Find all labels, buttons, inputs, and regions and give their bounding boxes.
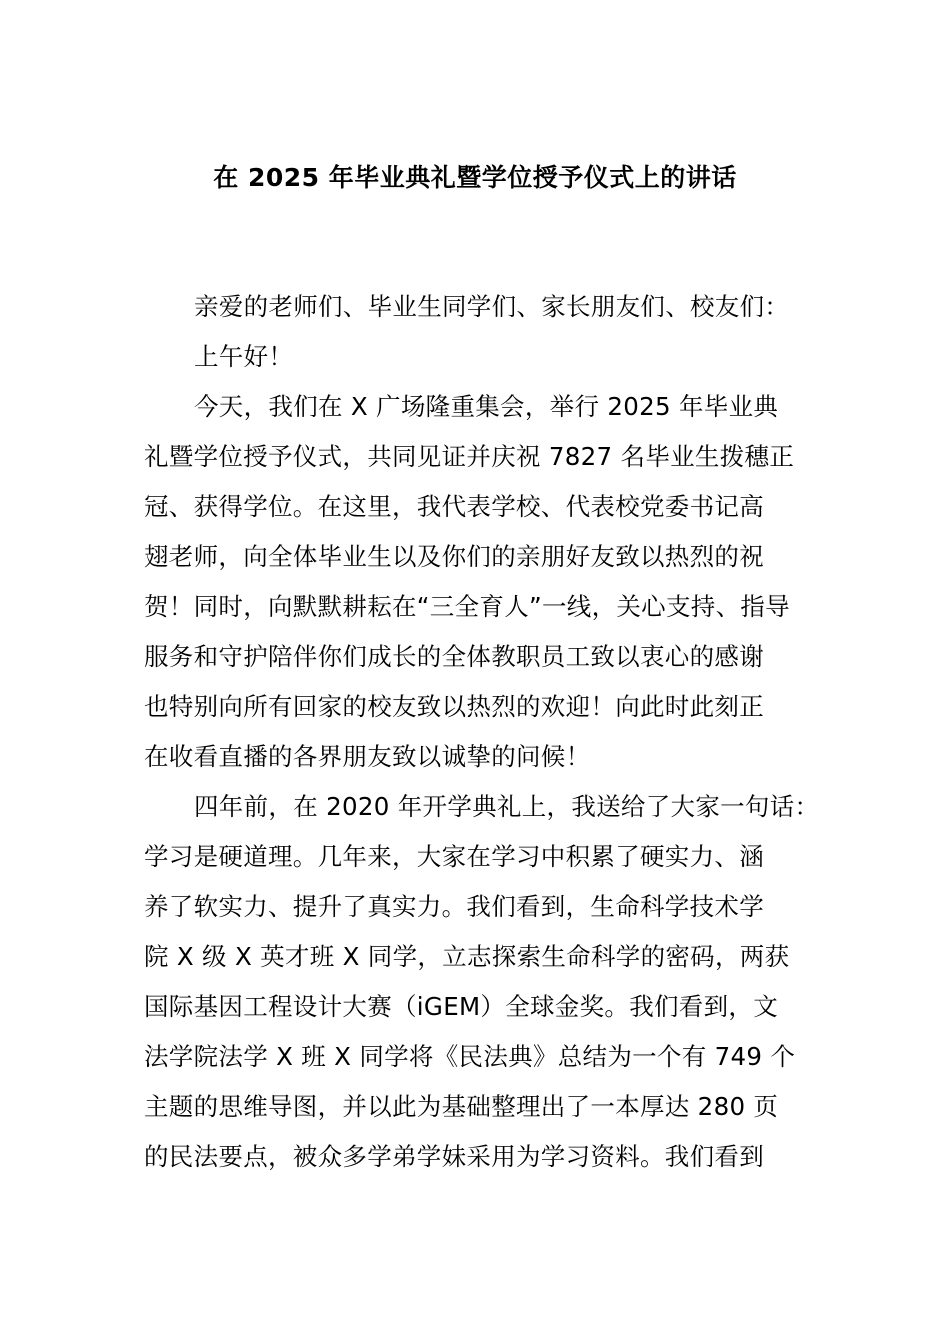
paragraph-line: 亲爱的老师们、毕业生同学们、家长朋友们、校友们：: [194, 292, 790, 321]
paragraph-line: 今天，我们在 X 广场隆重集会，举行 2025 年毕业典: [194, 392, 779, 421]
paragraph-line: 翅老师，向全体毕业生以及你们的亲朋好友致以热烈的祝: [144, 542, 764, 571]
paragraph-line: 法学院法学 X 班 X 同学将《民法典》总结为一个有 749 个: [144, 1042, 796, 1071]
paragraph-line: 贺！同时，向默默耕耘在“三全育人”一线，关心支持、指导: [144, 592, 790, 621]
paragraph-line: 的民法要点，被众多学弟学妹采用为学习资料。我们看到: [144, 1142, 764, 1171]
speech-body: [144, 282, 834, 1182]
paragraph-line: 养了软实力、提升了真实力。我们看到，生命科学技术学: [144, 892, 764, 921]
paragraph-line: 冠、获得学位。在这里，我代表学校、代表校党委书记高: [144, 492, 764, 521]
paragraph-line: 也特别向所有回家的校友致以热烈的欢迎！向此时此刻正: [144, 692, 764, 721]
paragraph-line: 学习是硬道理。几年来，大家在学习中积累了硬实力、涵: [144, 842, 764, 871]
paragraph-line: 院 X 级 X 英才班 X 同学，立志探索生命科学的密码，两获: [144, 942, 790, 971]
paragraph-line: 服务和守护陪伴你们成长的全体教职员工致以衷心的感谢: [144, 642, 764, 671]
paragraph-line: 上午好！: [194, 342, 294, 371]
page-title: 在 2025 年毕业典礼暨学位授予仪式上的讲话: [213, 163, 737, 192]
paragraph-line: 四年前，在 2020 年开学典礼上，我送给了大家一句话：: [194, 792, 820, 821]
paragraph-line: 主题的思维导图，并以此为基础整理出了一本厚达 280 页: [144, 1092, 779, 1121]
paragraph-line: 在收看直播的各界朋友致以诚挚的问候！: [144, 742, 591, 771]
paragraph-line: 国际基因工程设计大赛（iGEM）全球金奖。我们看到，文: [144, 992, 779, 1021]
paragraph-line: 礼暨学位授予仪式，共同见证并庆祝 7827 名毕业生拨穗正: [144, 442, 795, 471]
